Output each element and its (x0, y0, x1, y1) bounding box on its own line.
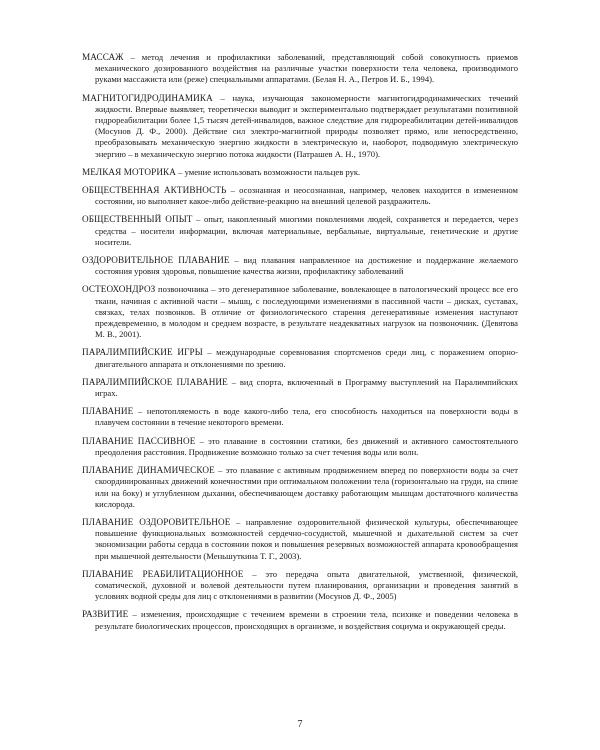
entry-term: ОБЩЕСТВЕННЫЙ ОПЫТ (82, 214, 193, 225)
glossary-entry (82, 284, 518, 340)
entry-term: ОБЩЕСТВЕННАЯ АКТИВНОСТЬ (82, 185, 227, 196)
entry-term: ПЛАВАНИЕ ПАССИВНОЕ (82, 435, 196, 446)
glossary-entry (82, 255, 518, 277)
entry-term: РАЗВИТИЕ (82, 609, 129, 620)
page-number: 7 (297, 719, 303, 730)
entry-term: ПЛАВАНИЕ ДИНАМИЧЕСКОЕ (82, 465, 215, 476)
entry-definition: – это плавание в состоянии статики, без движений и активного самостоятельного преодоления расстояния. Продвижение возможно только за счет течения воды или волн. (95, 435, 518, 457)
glossary-entry (82, 436, 518, 458)
entry-term: МЕЛКАЯ МОТОРИКА (82, 166, 177, 177)
entry-term: ПЛАВАНИЕ РЕАБИЛИТАЦИОННОЕ (82, 568, 244, 579)
glossary-entry (82, 185, 518, 207)
entry-definition: позвоночника – это дегенеративное заболевание, вовлекающее в патологический процесс все его ткани, начиная с активной части – мышц, с последующими изменениями в пассивной части – дисках, суставах, связках, телах позвонков. В отличие от физиологического старения дегенеративные изменения наступают преждевременно, в молодом и среднем возрасте, в результате неадекватных нагрузок на позвоночник. (Девятова М. В., 2001). (95, 284, 518, 340)
entry-definition: – наука, изучающая закономерности магнитогидродинамических течений жидкости. Впервые выявляет, теоретически выводит и экспериментально подтверждает результатами позитивной гидрореабилитации более 1,5 тысяч детей-инвалидов, важное следствие для гидрореабилитации детей-инвалидов (Мосунов Д. Ф., 2000). Действие сил электро-магнитной природы позволяет прямо, или непосредственно, преобразовывать механическую энергию жидкости в электрическую и, наоборот, подводимую электрическую энергию – в механическую энергию потока жидкости (Патрашев А. Н., 1970). (95, 92, 518, 159)
entry-term: ПЛАВАНИЕ (82, 406, 134, 417)
glossary-entry (82, 377, 518, 399)
entry-definition: – непотопляемость в воде какого-либо тела, его способность находиться на поверхности воды в плавучем состоянии в течение некоторого времени. (95, 406, 518, 428)
glossary-entry (82, 93, 518, 160)
entry-definition: – вид спорта, включенный в Программу выступлений на Паралимпийских играх. (95, 376, 518, 399)
entry-definition: – это передача опыта двигательной, умственной, физической, соматической, духовной и волевой деятельности путем планирования, организации и проведения занятий в условиях водной среды для лиц с отклонениями в развитии (Мосунов Д. Ф., 2005) (95, 568, 518, 602)
glossary-entry (82, 347, 518, 369)
entry-term: ПЛАВАНИЕ ОЗДОРОВИТЕЛЬНОЕ (82, 516, 231, 527)
glossary-entry (82, 609, 518, 631)
glossary-entry (82, 569, 518, 603)
entry-term: МАССАЖ (82, 52, 124, 62)
glossary-entry (82, 214, 518, 248)
entry-term: ПАРАЛИМПИЙСКИЕ ИГРЫ (82, 347, 203, 358)
entry-term: ОЗДОРОВИТЕЛЬНОЕ ПЛАВАНИЕ (82, 255, 230, 266)
entry-term: ПАРАЛИМПИЙСКОЕ ПЛАВАНИЕ (82, 376, 228, 387)
glossary (82, 52, 518, 632)
entry-definition: – осознанная и неосознанная, например, человек находится в измененном состоянии, но выполняет какое-либо действие-реакцию на внешний целевой раздражитель. (95, 185, 518, 207)
glossary-entry (82, 406, 518, 428)
entry-definition: – направление оздоровительной физической культуры, обеспечивающее повышение функциональных возможностей сердечно-сосудистой, мышечной и дыхательной систем за счет экономизации работы сердца в состоянии покоя и повышения резервных возможностей аппарата кровообращения при мышечной деятельности (Меньшуткина Т. Г., 2003). (95, 516, 518, 561)
glossary-entry (82, 517, 518, 562)
entry-definition: – международные соревнования спортсменов среди лиц, с поражением опорно-двигательного аппарата и отклонениями по зрению. (95, 347, 519, 369)
entry-definition: – метод лечения и профилактики заболеваний, представляющий собой совокупность приемов механического дозированного воздействия на различные участки поверхности тела человека, производимого руками массажиста или (реже) специальными аппаратами. (Белая Н. А., Петров И. Б., 1994). (95, 52, 518, 85)
entry-definition: – вид плавания направленное на достижение и поддержание желаемого состояния уровня здоровья, повышение качества жизни, профилактику заболеваний (95, 255, 518, 277)
glossary-entry (82, 52, 518, 86)
entry-definition: – это плавание с активным продвижением вперед по поверхности воды за счет скоординированных движений конечностями при оптимальном положении тела (горизонтально на груди, на спине или на боку) и углубленном дыхании, обеспечивающем доставку работающим мышцам достаточного количества кислорода. (95, 465, 519, 509)
entry-definition: – умение использовать возможности пальцев рук. (176, 166, 361, 177)
glossary-entry (82, 167, 518, 178)
entry-term: МАГНИТОГИДРОДИНАМИКА (82, 92, 213, 103)
entry-definition: – опыт, накопленный многими поколениями людей, сохраняется и передается, через средства – носители информации, включая материальные, вербальные, виртуальные, генетические и другие носители. (95, 214, 518, 247)
entry-term: ОСТЕОХОНДРОЗ (82, 284, 156, 295)
glossary-entry (82, 465, 518, 510)
entry-definition: – изменения, происходящие с течением времени в строении тела, психике и поведении человека в результате биологических процессов, происходящих в организме, и воздействия социума и окружающей среды. (95, 609, 518, 631)
